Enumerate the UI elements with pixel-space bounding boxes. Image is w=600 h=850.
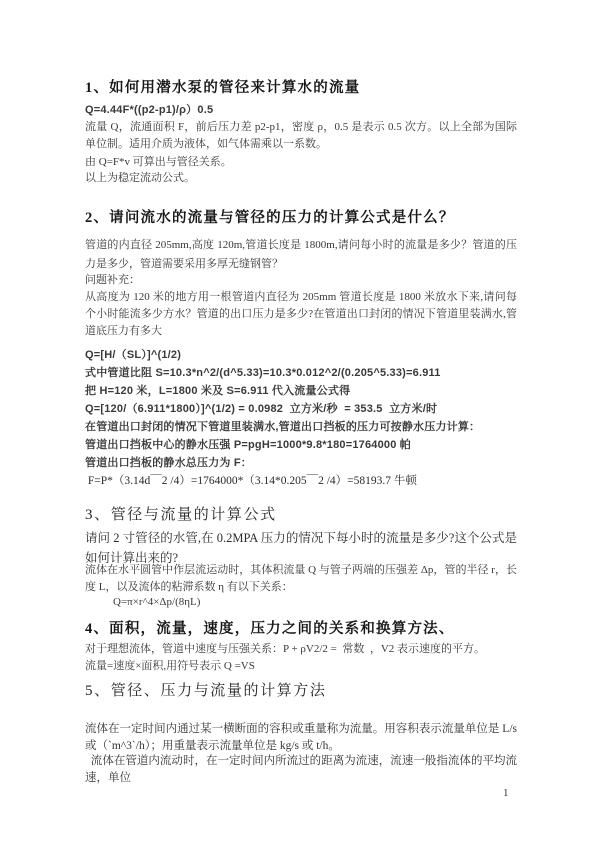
section-3-explanation: 流体在水平圆管中作层流运动时，其体积流量 Q 与管子两端的压强差 Δp，管的半径 r，长度 L，以及流体的粘滞系数 η 有以下关系： bbox=[85, 564, 517, 593]
section-5-flow-definition: 流体在一定时间内通过某一横断面的容积或重量称为流量。用容积表示流量单位是 L/s 或（`m^3`/h）；用重量表示流量单位是 kg/s 或 t/h。 bbox=[85, 723, 520, 752]
section-2-formula-5: 在管道出口封闭的情况下管道里装满水,管道出口挡板的压力可按静水压力计算： bbox=[85, 421, 481, 433]
section-4-heading: 4、面积，流量，速度，压力之间的关系和换算方法、 bbox=[85, 621, 455, 637]
section-2-supplement-text: 从高度为 120 米的地方用一根管道内直径为 205mm 管道长度是 1800 米放水下来,请问每个小时能流多少方水？管道的出口压力是多少?在管道出口封闭的情况下管道里装满水,管道底压力有多大 bbox=[85, 291, 517, 337]
section-4-bernoulli: 对于理想流体，管道中速度与压强关系：P + ρV2/2 = 常数 ，V2 表示速度的平方。 bbox=[85, 643, 486, 655]
section-2-formula-4: Q=[120/（6.911*1800）]^(1/2) = 0.0982 立方米/秒 = 353.5 立方米/时 bbox=[85, 403, 438, 415]
section-2-formula-6: 管道出口挡板中心的静水压强 P=pgH=1000*9.8*180=1764000 帕 bbox=[85, 439, 412, 451]
section-2-formula-1: Q=[H/（SL）]^(1/2) bbox=[85, 349, 182, 361]
section-1-paragraph-definitions: 流量 Q，流通面积 F，前后压力差 p2-p1，密度 ρ，0.5 是表示 0.5 次方。以上全部为国际单位制。适用介质为液体，如气体需乘以一系数。 bbox=[85, 121, 517, 150]
section-4-flow-equation: 流量=速度×面积,用符号表示 Q =VS bbox=[85, 660, 255, 672]
section-5-heading: 5、管径、压力与流量的计算方法 bbox=[85, 683, 327, 699]
section-3-formula: Q=π×r^4×Δp/(8ηL) bbox=[113, 596, 201, 608]
section-5-velocity-definition: 流体在管道内流动时，在一定时间内所流过的距离为流速，流速一般指流体的平均流速，单位 bbox=[85, 755, 518, 784]
section-2-heading: 2、请问流水的流量与管径的压力的计算公式是什么？ bbox=[85, 210, 455, 226]
section-2-formula-8: F=P*（3.14d￣2 /4）=1764000*（3.14*0.205￣2 /4）=58193.7 牛顿 bbox=[85, 475, 417, 487]
section-3-question: 请问 2 寸管径的水管,在 0.2MPA 压力的情况下每小时的流量是多少?这个公式是如何计算出来的? bbox=[85, 531, 517, 565]
section-2-question: 管道的内直径 205mm,高度 120m,管道长度是 1800m,请问每小时的流量是多少？管道的压力是多少，管道需要采用多厚无缝钢管？ bbox=[85, 239, 517, 270]
section-1-paragraph-note: 以上为稳定流动公式。 bbox=[85, 172, 195, 184]
section-1-heading: 1、如何用潜水泵的管径来计算水的流量 bbox=[85, 80, 361, 96]
section-2-formula-7: 管道出口挡板的静水总压力为 F： bbox=[85, 457, 252, 469]
section-2-supplement-label: 问题补充： bbox=[85, 274, 140, 286]
page-number: 1 bbox=[503, 787, 509, 799]
section-3-heading: 3、管径与流量的计算公式 bbox=[85, 507, 277, 523]
section-1-paragraph-relation: 由 Q=F*v 可算出与管径关系。 bbox=[85, 156, 232, 168]
section-1-formula-q: Q=4.44F*((p2-p1)/ρ）0.5 bbox=[85, 104, 214, 116]
section-2-formula-3: 把 H=120 米，L=1800 米及 S=6.911 代入流量公式得 bbox=[85, 385, 351, 397]
section-2-formula-2: 式中管道比阻 S=10.3*n^2/(d^5.33)=10.3*0.012^2/(0.205^5.33)=6.911 bbox=[85, 367, 441, 379]
